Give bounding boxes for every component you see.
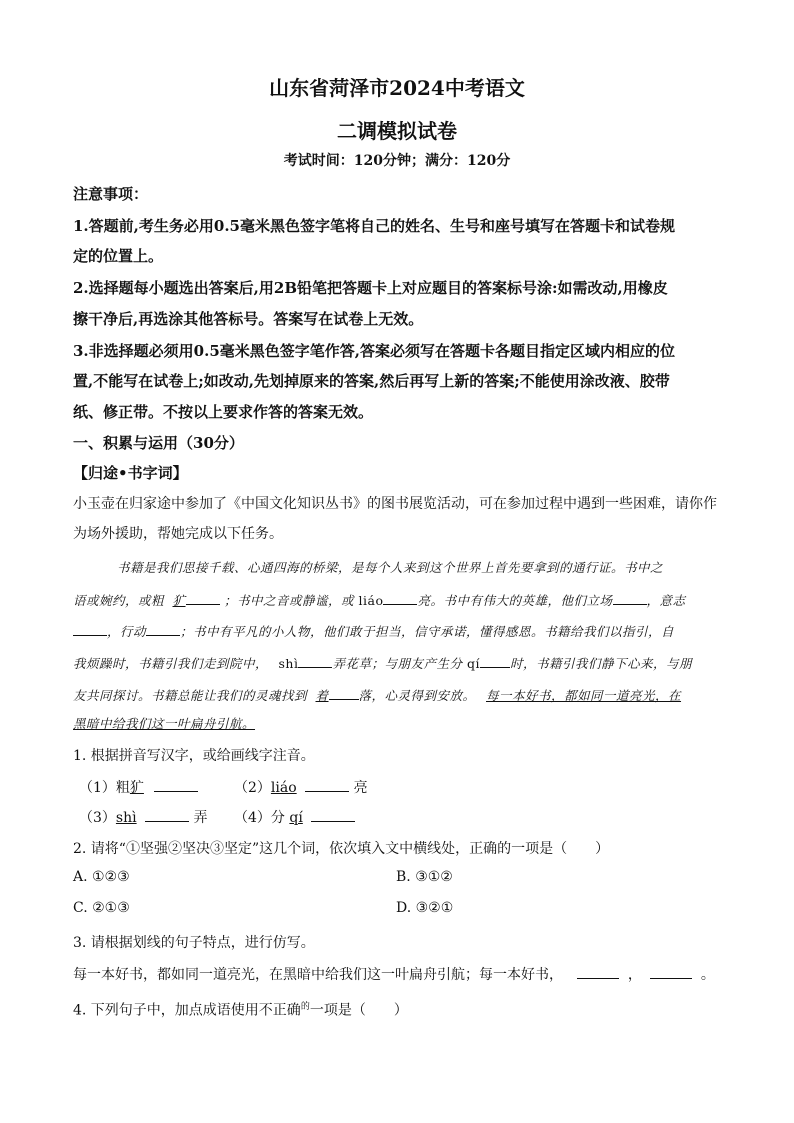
answer-blank — [480, 653, 510, 668]
passage-line-1: 书籍是我们思接千载、心通四海的桥梁，是每个人来到这个世界上首先要拿到的通行证。书中之 — [117, 560, 664, 575]
q1a-char: 犷 — [129, 780, 144, 796]
question-2-stem: 2. 请将“①坚强②坚决③坚定”这几个词，依次填入文中横线处，正确的一项是（ ） — [73, 841, 610, 857]
q4-stem-a: 4. 下列句子中，加点成语使用不正确 — [73, 1002, 301, 1019]
passage-underlined-char: 着 — [315, 688, 329, 703]
q4-stem-c: 一项是（ ） — [309, 1002, 408, 1019]
question-1-d — [234, 807, 355, 827]
passage-text: ，意志 — [646, 593, 686, 608]
section-1-heading: 一、积累与运用（30分） — [73, 434, 244, 452]
question-2-option-c: C. ②①③ — [73, 900, 130, 916]
question-3-line — [73, 964, 715, 984]
passage-underlined-sentence: 每一本好书，都如同一道亮光，在 — [486, 688, 682, 703]
passage-text: ；书中之音或静谧，或 — [224, 593, 355, 608]
question-1-c — [79, 807, 208, 827]
q1c-pinyin: shì — [115, 810, 137, 826]
section-1-subheading: 【归途•书字词】 — [73, 464, 188, 482]
note-3-line-3: 纸、修正带。不按以上要求作答的答案无效。 — [73, 403, 374, 421]
exam-subtitle: 二调模拟试卷 — [337, 119, 457, 143]
answer-blank — [311, 807, 355, 822]
q1b-tail: 亮 — [353, 780, 368, 796]
question-2-option-b: B. ③①② — [396, 869, 453, 885]
passage-line-3 — [73, 621, 674, 640]
section-1-intro-line-2: 为场外援助，帮她完成以下任务。 — [73, 526, 283, 542]
question-2-option-a: A. ①②③ — [73, 869, 130, 885]
answer-blank — [73, 621, 107, 636]
question-1-stem: 1. 根据拼音写汉字，或给画线字注音。 — [73, 748, 315, 764]
note-3-line-1: 3.非选择题必须用0.5毫米黑色签字笔作答,答案必须写在答题卡各题目指定区域内相应的位 — [73, 342, 675, 360]
q1c-label: （3） — [79, 810, 116, 826]
answer-blank — [298, 653, 332, 668]
passage-text: ；书中有平凡的小人物，他们敢于担当，信守承诺，懂得感恩。书籍给我们以指引，自 — [180, 624, 675, 639]
answer-blank — [145, 807, 189, 822]
section-1-intro-line-1: 小玉壶在归家途中参加了《中国文化知识丛书》的图书展览活动，可在参加过程中遇到一些困难，请你作 — [73, 496, 717, 512]
q1d-pinyin: qí — [289, 810, 303, 826]
exam-title: 山东省菏泽市2024中考语文 — [269, 76, 525, 100]
note-2-line-1: 2.选择题每小题选出答案后,用2B铅笔把答题卡上对应题目的答案标号涂:如需改动,用橡皮 — [73, 279, 668, 297]
passage-text: 时，书籍引我们静下心来，与朋 — [509, 656, 692, 671]
passage-pinyin: liáo — [358, 593, 384, 608]
passage-line-4 — [73, 653, 692, 672]
notes-heading: 注意事项： — [73, 185, 149, 203]
note-1-line-1: 1.答题前,考生务必用0.5毫米黑色签字笔将自己的姓名、生号和座号填写在答题卡和试卷规 — [73, 217, 675, 235]
answer-blank — [577, 964, 619, 979]
passage-text: 我烦躁时，书籍引我们走到院中， — [73, 656, 269, 671]
answer-blank — [305, 777, 349, 792]
answer-blank — [650, 964, 692, 979]
q3-end: 。 — [700, 967, 715, 983]
answer-blank — [146, 621, 180, 636]
answer-blank — [613, 590, 647, 605]
passage-text: 亮。书中有伟大的英雄，他们立场 — [417, 593, 613, 608]
answer-blank — [186, 590, 220, 605]
question-2-option-d: D. ③②① — [396, 900, 454, 916]
q1c-tail: 弄 — [193, 810, 208, 826]
note-2-line-2: 擦干净后,再选涂其他答标号。答案写在试卷上无效。 — [73, 310, 424, 328]
question-4-stem — [73, 999, 408, 1020]
question-1-b — [234, 777, 368, 797]
passage-line-2 — [73, 590, 686, 609]
passage-text: 友共同探讨。书籍总能让我们的灵魂找到 — [73, 688, 308, 703]
q1a-label: （1）粗 — [79, 780, 130, 796]
passage-line-5 — [73, 685, 681, 704]
q3-text: 每一本好书，都如同一道亮光，在黑暗中给我们这一叶扁舟引航；每一本好书， — [73, 967, 563, 983]
note-3-line-2: 置,不能写在试卷上;如改动,先划掉原来的答案,然后再写上新的答案;不能使用涂改液、胶带 — [73, 372, 670, 390]
passage-underlined-char: 犷 — [172, 593, 186, 608]
passage-pinyin: qí — [466, 656, 480, 671]
q3-separator: ， — [627, 967, 642, 983]
note-1-line-2: 定的位置上。 — [73, 247, 164, 265]
answer-blank — [154, 777, 198, 792]
question-3-stem: 3. 请根据划线的句子特点，进行仿写。 — [73, 935, 315, 951]
passage-text: ，行动 — [107, 624, 147, 639]
passage-text: 落，心灵得到安放。 — [358, 688, 476, 703]
q1d-label: （4）分 — [234, 810, 285, 826]
passage-text: 弄花草；与朋友产生分 — [332, 656, 463, 671]
passage-text: 语或婉约，或粗 — [73, 593, 165, 608]
q1b-pinyin: liáo — [270, 780, 297, 796]
passage-line-6: 黑暗中给我们这一叶扁舟引航。 — [73, 716, 256, 731]
answer-blank — [383, 590, 417, 605]
passage-pinyin: shì — [278, 656, 299, 671]
exam-info: 考试时间：120分钟；满分：120分 — [283, 153, 511, 169]
q4-stem-b: 的 — [300, 1002, 310, 1012]
answer-blank — [329, 685, 359, 700]
question-1-a — [79, 777, 198, 797]
q1b-label: （2） — [234, 780, 271, 796]
